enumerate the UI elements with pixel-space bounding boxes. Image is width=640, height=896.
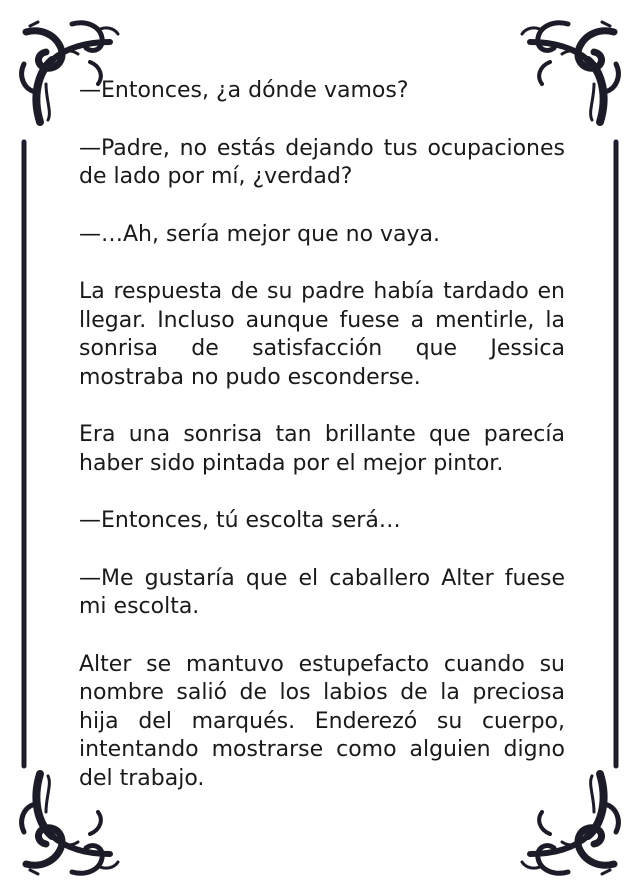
paragraph-5: Era una sonrisa tan brillante que parecía haber sido pintada por el mejor pintor.	[79, 422, 565, 476]
paragraph-2: —Padre, no estás dejando tus ocupaciones de lado por mí, ¿verdad?	[79, 135, 565, 189]
paragraph-4: La respuesta de su padre había tardado en llegar. Incluso aunque fuese a mentirle, la sonrisa de satisfacción que Jessica mostraba no pudo esconderse.	[79, 279, 565, 390]
paragraph-3: —…Ah, sería mejor que no vaya.	[79, 221, 441, 247]
story-text	[79, 77, 565, 822]
paragraph-7: —Me gustaría que el caballero Alter fuese mi escolta.	[79, 565, 565, 619]
paragraph-1: —Entonces, ¿a dónde vamos?	[79, 78, 409, 103]
paragraph-8: Alter se mantuvo estupefacto cuando su nombre salió de los labios de la preciosa hija del marqués. Enderezó su cuerpo, intentando mostrarse como alguien digno del trabajo.	[79, 651, 565, 791]
paragraph-6: —Entonces, tú escolta será…	[79, 508, 401, 533]
